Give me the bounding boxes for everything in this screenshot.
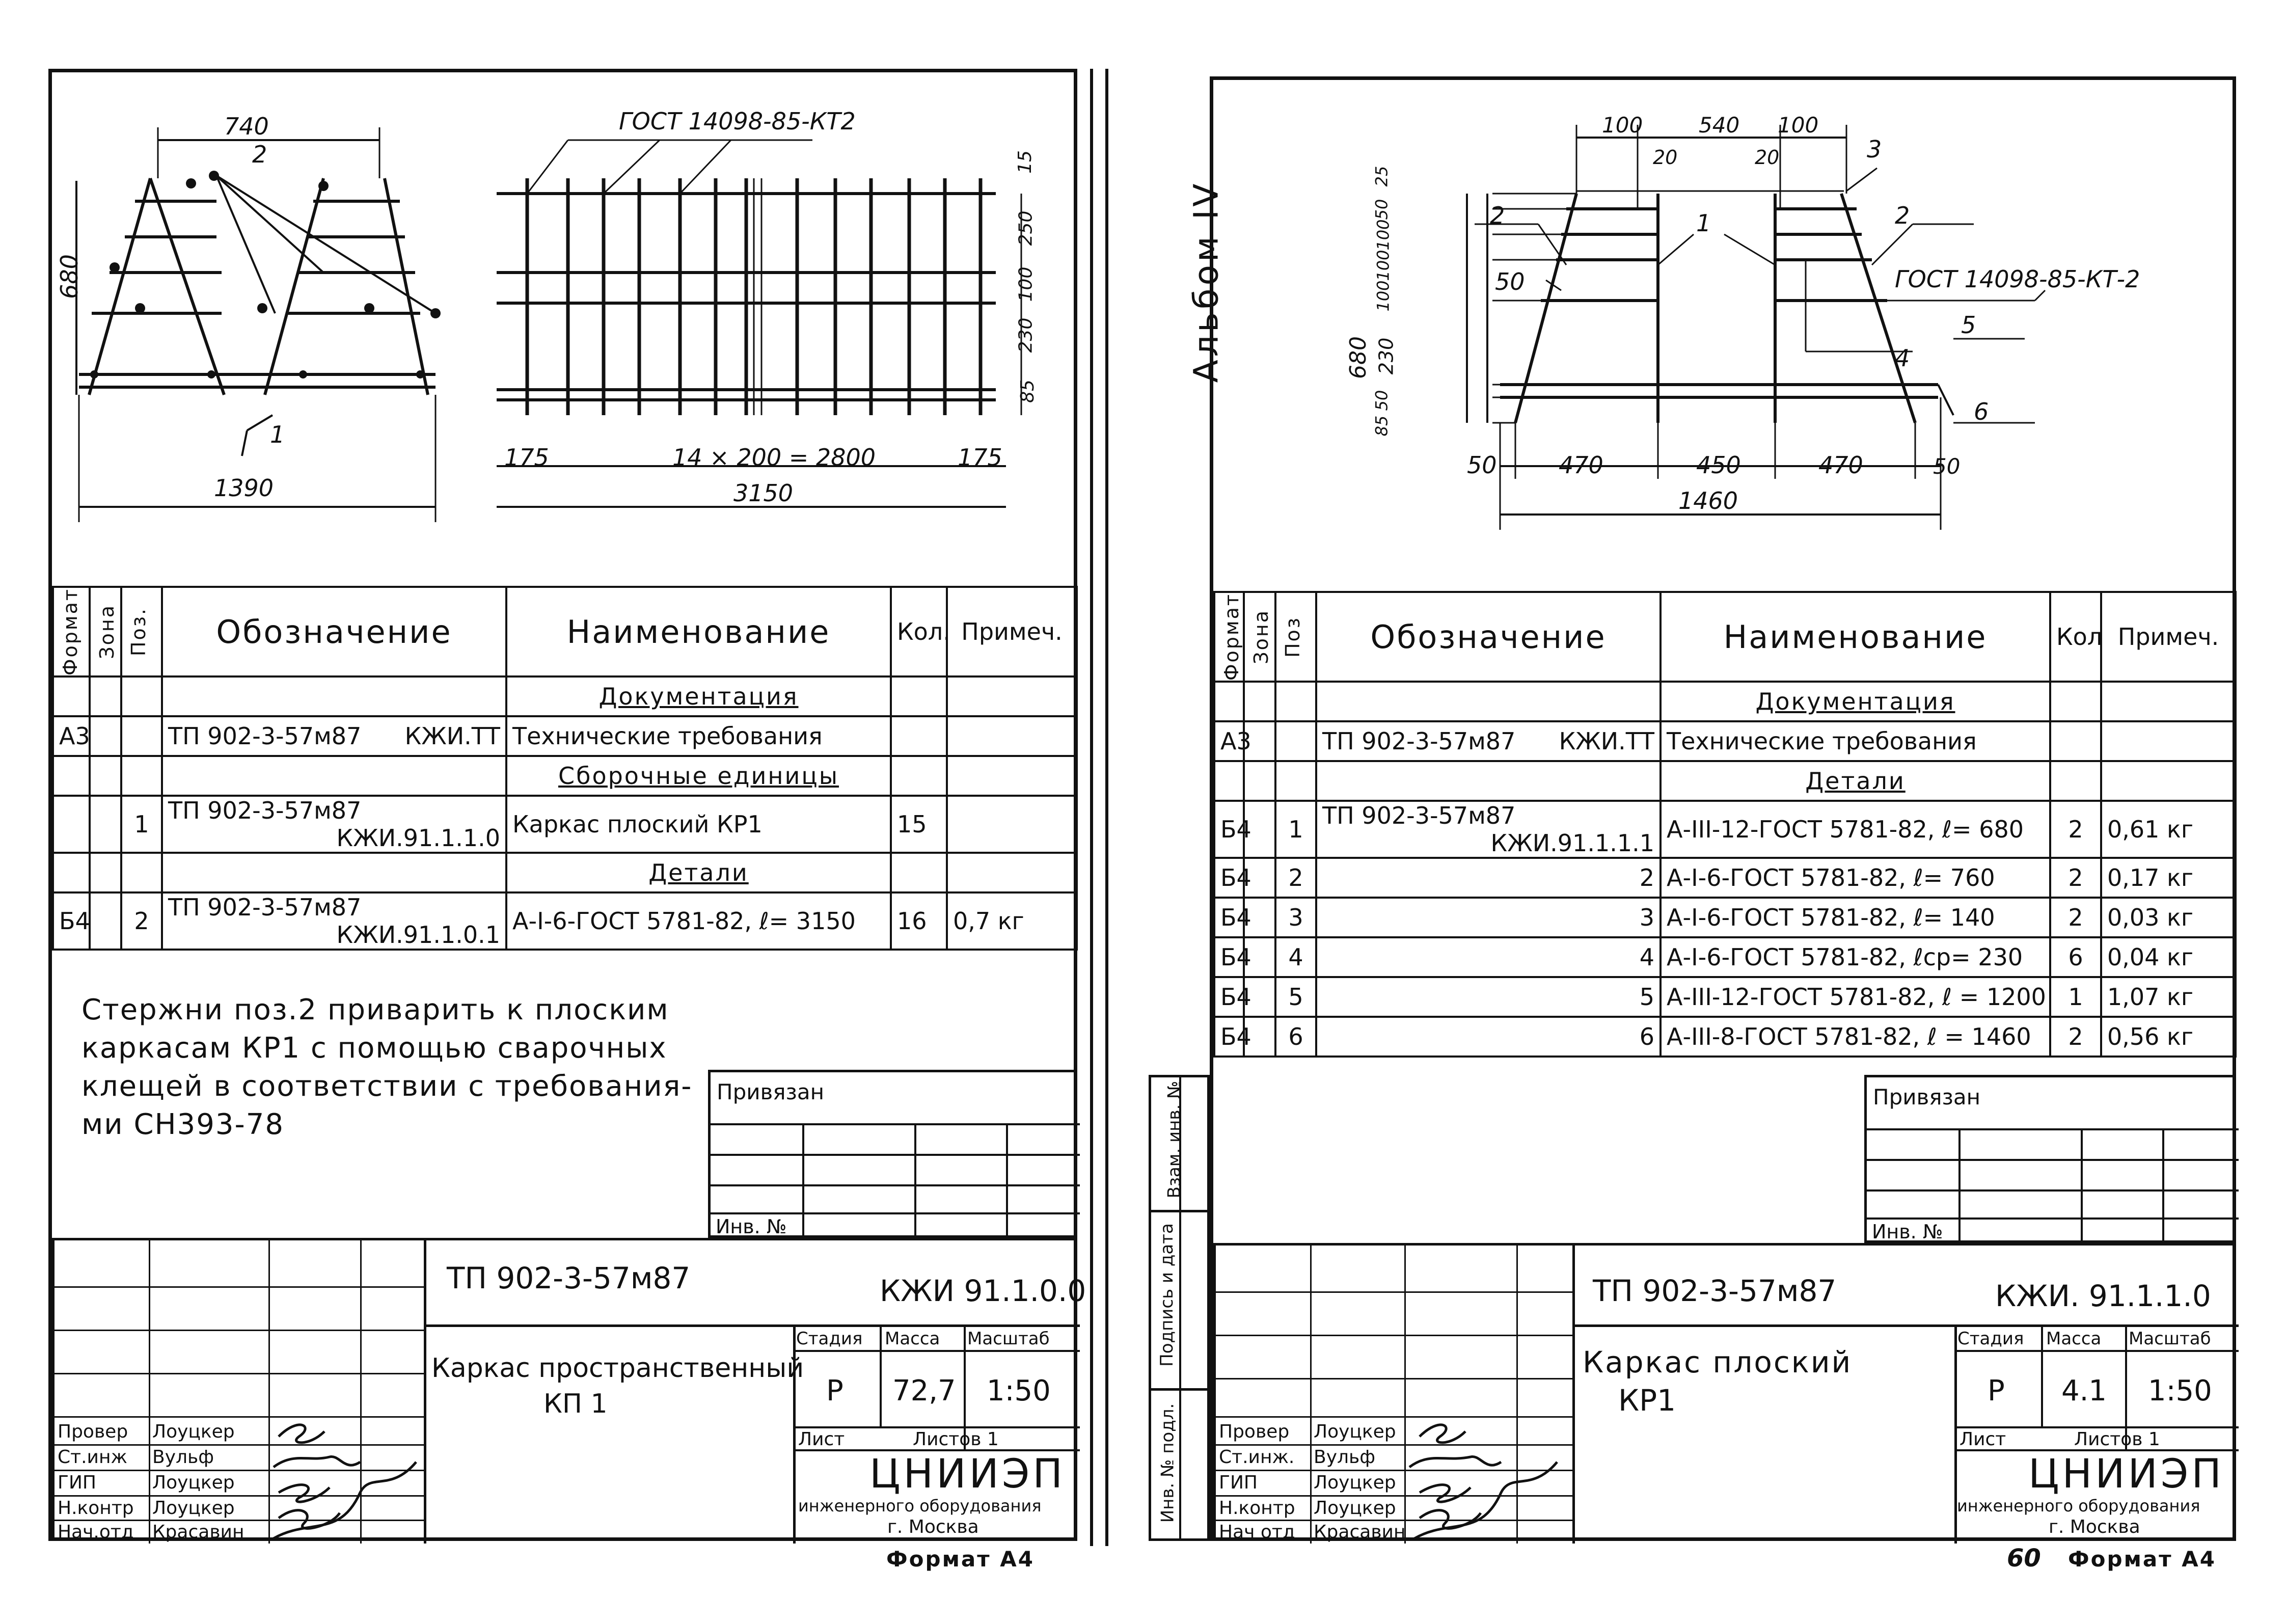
right-label-3: 3 bbox=[1867, 136, 1882, 163]
role-name: Лоуцкер bbox=[152, 1472, 235, 1493]
role-label: Н.контр bbox=[1219, 1498, 1295, 1519]
section-label: Детали bbox=[648, 859, 749, 887]
cell-format: Б4 bbox=[1214, 1017, 1244, 1057]
center-divider bbox=[1105, 69, 1108, 1546]
role-name: Лоуцкер bbox=[152, 1498, 235, 1519]
left-frame-strut bbox=[150, 178, 224, 395]
cell-format: А3 bbox=[1214, 721, 1244, 761]
right-label-2b: 2 bbox=[1895, 202, 1910, 229]
side-label-sign: Подпись и дата bbox=[1156, 1223, 1177, 1367]
right-dim-100a: 100 bbox=[1602, 113, 1643, 138]
cell-qty: 2 bbox=[2050, 801, 2101, 858]
left-title-block bbox=[52, 1238, 1086, 1542]
side-stamp bbox=[1149, 1075, 1210, 1541]
side-label-replace: Взам. инв. № bbox=[1164, 1080, 1185, 1199]
left-dim-2800: 14 × 200 = 2800 bbox=[672, 444, 876, 471]
cell-format: Б4 bbox=[1214, 858, 1244, 898]
role-name: Красавин bbox=[152, 1522, 244, 1542]
section-label: Документация bbox=[1755, 688, 1955, 716]
org-name-2: инженерного оборудования bbox=[798, 1496, 1042, 1515]
cell-name: А-I-6-ГОСТ 5781-82, ℓ= 140 bbox=[1661, 898, 2050, 937]
left-note-line: каркасам КР1 с помощью сварочных bbox=[81, 1032, 667, 1065]
cell-qty: 2 bbox=[2050, 1017, 2101, 1057]
left-note-line: ми СН393-78 bbox=[81, 1108, 285, 1141]
header-designation: Обозначение bbox=[162, 587, 506, 676]
right-dim-100d: 100 bbox=[1373, 250, 1393, 281]
table-row bbox=[53, 853, 1077, 892]
right-binding-block bbox=[1864, 1075, 2236, 1243]
right-dim-20c: 50 bbox=[1467, 451, 1497, 479]
cell-pos: 3 bbox=[1275, 898, 1316, 937]
cell-name: А-I-6-ГОСТ 5781-82, ℓ= 3150 bbox=[506, 892, 891, 950]
stage-value: Р bbox=[1988, 1374, 2005, 1408]
right-dim-470a: 470 bbox=[1559, 451, 1603, 479]
page-number: 60 bbox=[2007, 1544, 2041, 1573]
right-format-label: Формат А4 bbox=[2068, 1547, 2216, 1572]
left-frame-strut bbox=[89, 178, 150, 395]
sheets-header: Листов 1 bbox=[2074, 1429, 2160, 1450]
cell-code: ТП 902-3-57м87 bbox=[168, 797, 362, 825]
scale-value: 1:50 bbox=[987, 1374, 1051, 1408]
cell-code: ТП 902-3-57м87 bbox=[1322, 727, 1516, 755]
cell-name: Технические требования bbox=[1661, 721, 2050, 761]
signatures bbox=[1404, 1416, 1572, 1544]
org-city: г. Москва bbox=[2049, 1517, 2140, 1537]
table-row bbox=[53, 676, 1077, 716]
cell-note: 0,61 кг bbox=[2101, 801, 2236, 858]
cell-note: 1,07 кг bbox=[2101, 977, 2236, 1017]
cell-code: ТП 902-3-57м87 bbox=[168, 894, 362, 922]
cell-qty: 2 bbox=[2050, 858, 2101, 898]
role-label: Ст.инж. bbox=[1219, 1447, 1295, 1468]
cell-mark: КЖИ.91.1.1.1 bbox=[1490, 829, 1654, 857]
right-label-2a: 2 bbox=[1490, 202, 1505, 229]
cell-qty: 6 bbox=[2050, 937, 2101, 977]
role-label: Н.контр bbox=[58, 1498, 134, 1519]
side-label-inv: Инв. № подл. bbox=[1157, 1403, 1178, 1523]
cell-name: А-III-8-ГОСТ 5781-82, ℓ = 1460 bbox=[1661, 1017, 2050, 1057]
table-row bbox=[1214, 858, 2236, 898]
cell-pos: 1 bbox=[1275, 801, 1316, 858]
cell-note: 0,7 кг bbox=[947, 892, 1077, 950]
table-header-row bbox=[53, 587, 1077, 676]
cell-name: Каркас плоский КР1 bbox=[506, 796, 891, 853]
album-label: Альбом IV bbox=[1186, 180, 1226, 383]
role-name: Лоуцкер bbox=[1314, 1472, 1396, 1493]
cell-format: Б4 bbox=[1214, 801, 1244, 858]
role-name: Вульф bbox=[1314, 1447, 1376, 1468]
cell-name: А-III-12-ГОСТ 5781-82, ℓ= 680 bbox=[1661, 801, 2050, 858]
inv-label: Инв. № bbox=[1872, 1221, 1943, 1243]
right-dim-470b: 470 bbox=[1818, 451, 1863, 479]
right-dim-50b: 50 bbox=[1372, 390, 1392, 411]
role-label: ГИП bbox=[58, 1472, 96, 1493]
right-dim-230: 230 bbox=[1375, 337, 1398, 375]
cell-format: Б4 bbox=[1214, 937, 1244, 977]
mass-header: Масса bbox=[2046, 1329, 2102, 1349]
cell-mark: 6 bbox=[1316, 1017, 1661, 1057]
right-dim-85: 85 bbox=[1372, 415, 1392, 437]
left-dim-85: 85 bbox=[1017, 380, 1038, 403]
role-name: Лоуцкер bbox=[152, 1421, 235, 1442]
sheet-title: Каркас плоский bbox=[1583, 1345, 1853, 1379]
cell-qty: 2 bbox=[2050, 898, 2101, 937]
role-label: Ст.инж bbox=[58, 1447, 127, 1468]
role-name: Вульф bbox=[152, 1447, 214, 1468]
left-dim-100: 100 bbox=[1015, 266, 1037, 302]
right-label-50: 50 bbox=[1495, 268, 1525, 295]
scale-value: 1:50 bbox=[2148, 1374, 2212, 1408]
cell-note: 0,04 кг bbox=[2101, 937, 2236, 977]
cell-code: ТП 902-3-57м87 bbox=[168, 722, 362, 750]
left-note-line: Стержни поз.2 приварить к плоским bbox=[81, 993, 669, 1026]
right-dim-450: 450 bbox=[1696, 451, 1741, 479]
sheet-header: Лист bbox=[1960, 1429, 2006, 1450]
cell-format: Б4 bbox=[1214, 898, 1244, 937]
bound-label: Привязан bbox=[1873, 1085, 1981, 1109]
doc-mark: КЖИ 91.1.0.0 bbox=[880, 1274, 1086, 1308]
cell-mark: КЖИ.91.1.1.0 bbox=[336, 824, 500, 852]
org-name: ЦНИИЭП bbox=[869, 1451, 1066, 1497]
scale-header: Масштаб bbox=[2129, 1329, 2211, 1349]
left-dim-15: 15 bbox=[1014, 150, 1036, 174]
table-header-row bbox=[1214, 592, 2236, 682]
doc-code: ТП 902-3-57м87 bbox=[1593, 1274, 1837, 1308]
right-gost-label: ГОСТ 14098-85-КТ-2 bbox=[1895, 265, 2140, 293]
table-row bbox=[1214, 898, 2236, 937]
table-row bbox=[1214, 1017, 2236, 1057]
cell-format: Б4 bbox=[1214, 977, 1244, 1017]
role-label: Нач.отд bbox=[58, 1522, 134, 1542]
sheet-title-2: КР1 bbox=[1618, 1383, 1676, 1418]
mass-value: 72,7 bbox=[892, 1374, 956, 1408]
org-name: ЦНИИЭП bbox=[2028, 1451, 2225, 1497]
cell-name: А-I-6-ГОСТ 5781-82, ℓ= 760 bbox=[1661, 858, 2050, 898]
left-label-2: 2 bbox=[252, 141, 267, 168]
header-pos: Поз. bbox=[127, 607, 150, 657]
org-name-2: инженерного оборудования bbox=[1957, 1496, 2200, 1515]
right-label-4: 4 bbox=[1895, 344, 1910, 372]
cell-format: Б4 bbox=[53, 892, 90, 950]
table-row bbox=[1214, 761, 2236, 801]
header-name: Наименование bbox=[506, 587, 891, 676]
cell-qty: 16 bbox=[891, 892, 947, 950]
cell-note: 0,56 кг bbox=[2101, 1017, 2236, 1057]
section-label: Детали bbox=[1805, 767, 1906, 795]
left-drawing bbox=[48, 69, 1077, 568]
header-pos: Поз bbox=[1282, 616, 1304, 658]
header-qty: Кол. bbox=[891, 587, 947, 676]
bound-label: Привязан bbox=[717, 1079, 825, 1104]
cell-mark: КЖИ.ТТ bbox=[1559, 727, 1654, 755]
cell-mark: 5 bbox=[1316, 977, 1661, 1017]
stage-value: Р bbox=[826, 1374, 843, 1408]
cell-mark: КЖИ.91.1.0.1 bbox=[336, 921, 500, 949]
role-name: Лоуцкер bbox=[1314, 1498, 1396, 1519]
cell-mark: 3 bbox=[1316, 898, 1661, 937]
left-label-1: 1 bbox=[270, 421, 285, 448]
cell-mark: КЖИ.ТТ bbox=[404, 722, 500, 750]
header-format: Формат bbox=[1220, 593, 1243, 681]
mass-value: 4.1 bbox=[2061, 1374, 2107, 1408]
doc-code: ТП 902-3-57м87 bbox=[447, 1261, 691, 1295]
left-dim-175a: 175 bbox=[504, 444, 549, 471]
right-dim-20a: 20 bbox=[1653, 146, 1678, 169]
table-row bbox=[1214, 682, 2236, 721]
left-dim-1390: 1390 bbox=[214, 474, 274, 502]
cell-name: Технические требования bbox=[506, 716, 891, 756]
cell-pos: 2 bbox=[121, 892, 162, 950]
cell-note: 0,17 кг bbox=[2101, 858, 2236, 898]
right-title-block bbox=[1213, 1243, 2236, 1541]
stage-header: Стадия bbox=[796, 1329, 863, 1349]
scale-header: Масштаб bbox=[967, 1329, 1050, 1349]
stage-header: Стадия bbox=[1957, 1329, 2024, 1349]
table-row bbox=[1214, 937, 2236, 977]
doc-mark: КЖИ. 91.1.1.0 bbox=[1995, 1279, 2211, 1313]
right-dim-100b: 100 bbox=[1778, 113, 1819, 138]
cell-qty: 15 bbox=[891, 796, 947, 853]
role-label: Провер bbox=[1219, 1421, 1290, 1442]
role-label: Провер bbox=[58, 1421, 128, 1442]
inv-label: Инв. № bbox=[716, 1215, 787, 1238]
sheet-title-2: КП 1 bbox=[543, 1389, 608, 1419]
table-row bbox=[53, 892, 1077, 950]
left-gost-label: ГОСТ 14098-85-КТ2 bbox=[619, 107, 856, 135]
right-dim-20b: 20 bbox=[1755, 146, 1780, 169]
header-zone: Зона bbox=[1250, 609, 1272, 664]
center-divider bbox=[1090, 69, 1093, 1546]
table-row bbox=[53, 796, 1077, 853]
table-row bbox=[1214, 721, 2236, 761]
cell-name: А-III-12-ГОСТ 5781-82, ℓ = 1200 bbox=[1661, 977, 2050, 1017]
role-name: Лоуцкер bbox=[1314, 1421, 1396, 1442]
header-qty: Кол bbox=[2050, 592, 2101, 682]
cell-pos: 5 bbox=[1275, 977, 1316, 1017]
left-dim-230: 230 bbox=[1015, 317, 1037, 353]
header-name: Наименование bbox=[1661, 592, 2050, 682]
left-note-line: клещей в соответствии с требования- bbox=[81, 1070, 693, 1103]
cell-pos: 6 bbox=[1275, 1017, 1316, 1057]
cell-pos: 4 bbox=[1275, 937, 1316, 977]
table-row bbox=[53, 716, 1077, 756]
right-dim-540: 540 bbox=[1699, 113, 1740, 138]
cell-format: А3 bbox=[53, 716, 90, 756]
right-label-5: 5 bbox=[1961, 311, 1976, 339]
header-note: Примеч. bbox=[947, 587, 1077, 676]
right-dim-50a: 50 bbox=[1372, 199, 1392, 220]
section-label: Документация bbox=[598, 683, 799, 711]
left-dim-740: 740 bbox=[224, 113, 269, 140]
role-label: Нач отд bbox=[1219, 1522, 1295, 1542]
table-row bbox=[1214, 977, 2236, 1017]
table-row bbox=[53, 756, 1077, 796]
cell-pos: 1 bbox=[121, 796, 162, 853]
signatures bbox=[268, 1416, 421, 1544]
role-label: ГИП bbox=[1219, 1472, 1258, 1493]
cell-mark: 4 bbox=[1316, 937, 1661, 977]
header-designation: Обозначение bbox=[1316, 592, 1661, 682]
cell-code: ТП 902-3-57м87 bbox=[1322, 802, 1516, 830]
right-label-6: 6 bbox=[1974, 398, 1989, 425]
left-dim-250: 250 bbox=[1015, 210, 1037, 246]
right-dim-100c: 100 bbox=[1373, 219, 1393, 251]
left-dim-680: 680 bbox=[55, 254, 83, 299]
left-format-label: Формат А4 bbox=[886, 1547, 1035, 1572]
left-dim-3150: 3150 bbox=[733, 479, 794, 507]
role-name: Красавин bbox=[1314, 1522, 1406, 1542]
left-binding-block bbox=[708, 1070, 1077, 1238]
section-label: Сборочные единицы bbox=[558, 762, 839, 790]
header-zone: Зона bbox=[96, 604, 118, 659]
cell-name: А-I-6-ГОСТ 5781-82, ℓср= 230 bbox=[1661, 937, 2050, 977]
mass-header: Масса bbox=[885, 1329, 940, 1349]
right-spec-table bbox=[1213, 591, 2237, 1058]
sheet-header: Лист bbox=[798, 1429, 845, 1450]
cell-pos: 2 bbox=[1275, 858, 1316, 898]
right-dim-25: 25 bbox=[1372, 166, 1392, 187]
org-city: г. Москва bbox=[887, 1517, 979, 1537]
right-dim-50c: 50 bbox=[1933, 454, 1961, 479]
header-format: Формат bbox=[59, 588, 81, 676]
right-label-1: 1 bbox=[1696, 209, 1711, 237]
cell-note: 0,03 кг bbox=[2101, 898, 2236, 937]
sheet-title: Каркас пространственный bbox=[431, 1353, 804, 1384]
header-note: Примеч. bbox=[2101, 592, 2236, 682]
sheets-header: Листов 1 bbox=[913, 1429, 999, 1450]
right-dim-1460: 1460 bbox=[1678, 487, 1738, 515]
left-spec-table bbox=[52, 586, 1078, 951]
right-dim-680: 680 bbox=[1345, 336, 1371, 379]
right-dim-100e: 100 bbox=[1373, 280, 1393, 312]
cell-qty: 1 bbox=[2050, 977, 2101, 1017]
cell-mark: 2 bbox=[1316, 858, 1661, 898]
table-row bbox=[1214, 801, 2236, 858]
left-dim-175b: 175 bbox=[958, 444, 1002, 471]
